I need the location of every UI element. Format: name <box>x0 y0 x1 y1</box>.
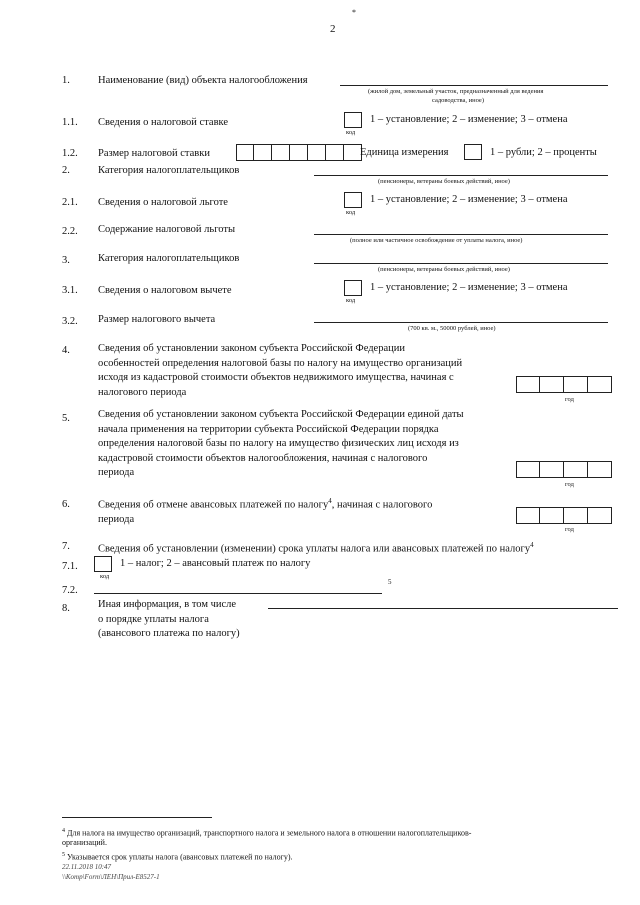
row-8-line: о порядке уплаты налога <box>98 613 209 625</box>
row-6-year-label: год <box>565 526 574 533</box>
year-cell[interactable] <box>588 376 612 393</box>
row-4-text <box>98 342 518 400</box>
row-1-hint2: садоводства, иное) <box>432 97 484 104</box>
row-7-label: Сведения об установлении (изменении) срока уплаты налога или авансовых платежей по налогу <box>98 543 531 555</box>
row-5-line: кадастровой стоимости объектов налогообложения, начиная с налогового <box>98 452 428 464</box>
year-cell[interactable] <box>564 376 588 393</box>
tax-rate-cell[interactable] <box>308 144 326 161</box>
star-mark: * <box>352 8 356 17</box>
year-cell[interactable] <box>564 507 588 524</box>
year-cell[interactable] <box>564 461 588 478</box>
row-5-text <box>98 408 528 481</box>
row-1-1-code-label: код <box>346 129 356 136</box>
row-7-1-number: 7.1. <box>62 561 78 572</box>
footnote-ref-4: 4 <box>328 497 332 505</box>
page-number: 2 <box>330 23 336 35</box>
year-cell[interactable] <box>540 461 564 478</box>
row-4-line: налогового периода <box>98 386 187 398</box>
row-6-number: 6. <box>62 499 70 510</box>
row-7-2-field[interactable] <box>94 593 382 594</box>
row-1-2-label: Размер налоговой ставки <box>98 148 210 159</box>
row-7-1-code-box[interactable] <box>94 556 112 572</box>
footnote-ref-5: 5 <box>388 578 392 586</box>
footnote-5-text: Указывается срок уплаты налога (авансовых платежей по налогу). <box>67 852 293 862</box>
row-3-2-hint: (700 кв. м., 50000 рублей, иное) <box>408 325 496 332</box>
row-2-2-field[interactable] <box>314 234 608 235</box>
row-4-year-cells[interactable] <box>516 376 612 393</box>
row-2-1-code-label: код <box>346 209 356 216</box>
row-4-line: особенностей определения налоговой базы по налогу на имущество организаций <box>98 357 463 369</box>
row-3-2-label: Размер налогового вычета <box>98 314 216 325</box>
footnote-divider <box>62 817 212 818</box>
row-2-field[interactable] <box>314 175 608 176</box>
row-2-1-number: 2.1. <box>62 197 78 208</box>
footnote-5 <box>62 850 293 863</box>
row-2-2-hint: (полное или частичное освобождение от уплаты налога, иное) <box>350 237 523 244</box>
year-cell[interactable] <box>540 507 564 524</box>
tax-rate-cell[interactable] <box>254 144 272 161</box>
row-3-1-label: Сведения о налоговом вычете <box>98 285 232 296</box>
row-8-text <box>98 598 268 642</box>
year-cell[interactable] <box>540 376 564 393</box>
row-5-line: Сведения об установлении законом субъекта Российской Федерации единой даты <box>98 409 464 420</box>
row-3-1-code-box[interactable] <box>344 280 362 296</box>
row-2-1-options: 1 – установление; 2 – изменение; 3 – отмена <box>370 194 568 205</box>
row-3-field[interactable] <box>314 263 608 264</box>
tax-rate-cells[interactable] <box>236 144 362 161</box>
row-1-field[interactable] <box>340 85 608 86</box>
row-4-line: исходя из кадастровой стоимости объектов недвижимого имущества, начиная с <box>98 372 454 383</box>
row-8-line: (авансового платежа по налогу) <box>98 628 240 639</box>
row-7-number: 7. <box>62 541 70 552</box>
row-8-number: 8. <box>62 603 70 614</box>
row-1-2-number: 1.2. <box>62 148 78 159</box>
row-1-number: 1. <box>62 75 70 86</box>
row-3-1-options: 1 – установление; 2 – изменение; 3 – отмена <box>370 282 568 293</box>
row-8-line: Иная информация, в том числе <box>98 599 237 610</box>
row-6-year-cells[interactable] <box>516 507 612 524</box>
row-1-hint: (жилой дом, земельный участок, предназначенный для ведения <box>368 88 544 95</box>
row-6-line-1 <box>98 494 432 513</box>
row-6-text-cont: , начиная с налогового <box>331 499 433 511</box>
row-3-number: 3. <box>62 255 70 266</box>
row-8-field[interactable] <box>268 608 618 609</box>
year-cell[interactable] <box>516 376 540 393</box>
row-4-line: Сведения об установлении законом субъекта Российской Федерации <box>98 343 405 354</box>
row-1-1-label: Сведения о налоговой ставке <box>98 117 229 128</box>
row-5-year-cells[interactable] <box>516 461 612 478</box>
row-3-2-field[interactable] <box>314 322 608 323</box>
row-5-line: начала применения на территории субъекта Российской Федерации порядка <box>98 423 439 435</box>
row-5-year-label: год <box>565 481 574 488</box>
footnote-4-text: Для налога на имущество организаций, транспортного налога и земельного налога в отношении налогоплательщиков- <box>67 828 472 838</box>
row-3-1-number: 3.1. <box>62 285 78 296</box>
year-cell[interactable] <box>516 507 540 524</box>
row-7-1-options: 1 – налог; 2 – авансовый платеж по налогу <box>120 558 311 569</box>
row-2-1-label: Сведения о налоговой льготе <box>98 197 228 208</box>
row-3-2-number: 3.2. <box>62 316 78 327</box>
tax-rate-cell[interactable] <box>326 144 344 161</box>
tax-rate-cell[interactable] <box>272 144 290 161</box>
print-stamp-path: \\Komp\Form\ЛЕН\Прил-E8527-1 <box>62 873 160 881</box>
row-1-1-code-box[interactable] <box>344 112 362 128</box>
row-4-number: 4. <box>62 345 70 356</box>
row-6-line-2: периода <box>98 514 135 525</box>
row-1-1-number: 1.1. <box>62 117 78 128</box>
row-7-1-code-label: код <box>100 573 110 580</box>
row-3-hint: (пенсионеры, ветераны боевых действий, иное) <box>378 266 510 273</box>
row-4-year-label: год <box>565 396 574 403</box>
row-7-2-number: 7.2. <box>62 585 78 596</box>
year-cell[interactable] <box>588 507 612 524</box>
row-2-2-label: Содержание налоговой льготы <box>98 224 236 235</box>
row-2-hint: (пенсионеры, ветераны боевых действий, иное) <box>378 178 510 185</box>
row-1-1-options: 1 – установление; 2 – изменение; 3 – отмена <box>370 114 568 125</box>
row-2-label: Категория налогоплательщиков <box>98 165 240 176</box>
row-2-number: 2. <box>62 165 70 176</box>
tax-rate-cell[interactable] <box>236 144 254 161</box>
footnote-4-mark: 4 <box>62 828 65 834</box>
unit-label: Единица измерения <box>360 147 449 158</box>
unit-code-box[interactable] <box>464 144 482 160</box>
footnote-4 <box>62 826 471 839</box>
print-stamp-date: 22.11.2018 10:47 <box>62 863 112 871</box>
row-3-1-code-label: код <box>346 297 356 304</box>
footnote-4-cont: организаций. <box>62 838 107 847</box>
year-cell[interactable] <box>588 461 612 478</box>
row-5-number: 5. <box>62 413 70 424</box>
row-3-label: Категория налогоплательщиков <box>98 253 240 264</box>
unit-options: 1 – рубли; 2 – проценты <box>490 147 597 158</box>
tax-rate-cell[interactable] <box>290 144 308 161</box>
row-7-line <box>98 538 534 557</box>
row-5-line: определения налоговой базы по налогу на имущество физических лиц исходя из <box>98 438 459 449</box>
row-5-line: периода <box>98 467 135 478</box>
row-6-text: Сведения об отмене авансовых платежей по налогу <box>98 499 329 511</box>
footnote-5-mark: 5 <box>62 852 65 858</box>
row-1-label: Наименование (вид) объекта налогообложения <box>98 75 308 86</box>
year-cell[interactable] <box>516 461 540 478</box>
row-2-1-code-box[interactable] <box>344 192 362 208</box>
footnote-ref-4: 4 <box>530 541 534 549</box>
row-2-2-number: 2.2. <box>62 226 78 237</box>
